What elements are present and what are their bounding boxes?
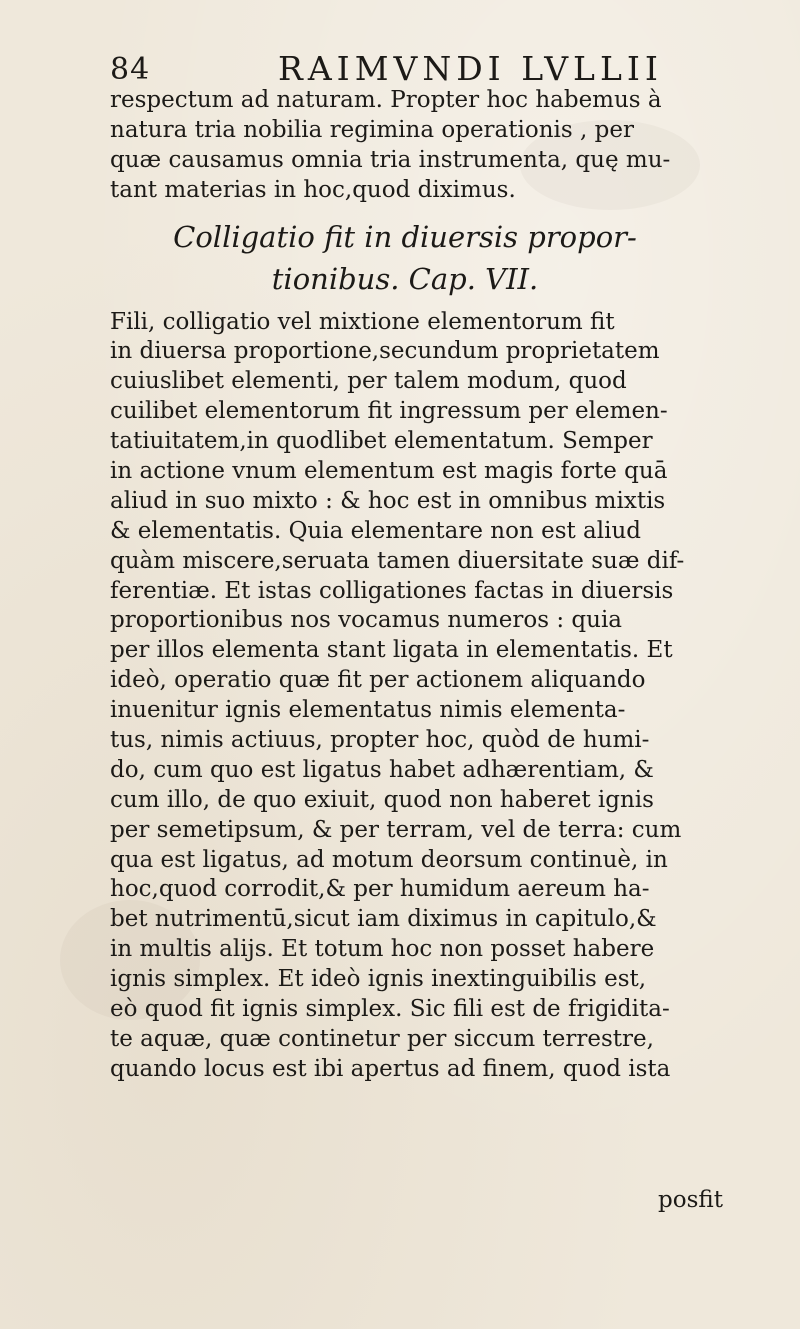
text-line: cuiuslibet elementi, per talem modum, quod — [110, 368, 627, 395]
text-line: quæ causamus omnia tria instrumenta, quę mu- — [110, 146, 671, 173]
running-title: RAIMVNDI LVLLII — [278, 49, 663, 88]
text-line: bet nutrimentū,sicut iam diximus in capitulo,& — [110, 906, 657, 933]
text-line: in actione vnum elementum est magis forte quā — [110, 458, 668, 485]
text-line: aliud in suo mixto : & hoc est in omnibus mixtis — [110, 487, 666, 514]
text-line: tant materias in hoc,quod diximus. — [110, 176, 516, 203]
text-line: tatiuitatem,in quodlibet elementatum. Semper — [110, 428, 653, 455]
text-line: proportionibus nos vocamus numeros : quia — [110, 607, 623, 634]
paragraph-continuation — [110, 86, 700, 206]
text-line: per semetipsum, & per terram, vel de terra: cum — [110, 816, 682, 843]
text-line: tus, nimis actiuus, propter hoc, quòd de humi- — [110, 727, 650, 754]
text-line: qua est ligatus, ad motum deorsum continuè, in — [110, 846, 668, 873]
chapter-paragraph — [110, 308, 700, 1085]
text-line: in multis alijs. Et totum hoc non posset habere — [110, 936, 655, 963]
text-line: inuenitur ignis elementatus nimis elementa- — [110, 697, 626, 724]
text-line: Fili, colligatio vel mixtione elementorum fit — [110, 308, 615, 335]
text-line: cum illo, de quo exiuit, quod non haberet ignis — [110, 786, 654, 813]
text-line: per illos elementa stant ligata in elementatis. Et — [110, 637, 673, 664]
text-line: ideò, operatio quæ fit per actionem aliquando — [110, 667, 646, 694]
text-line: respectum ad naturam. Propter hoc habemus à — [110, 87, 662, 113]
text-line: natura tria nobilia regimina operationis , per — [110, 116, 634, 143]
chapter-heading — [110, 216, 700, 300]
text-line: ferentiæ. Et istas colligationes factas in diuersis — [110, 577, 674, 604]
text-line: cuilibet elementorum fit ingressum per elemen- — [110, 398, 668, 425]
text-line: hoc,quod corrodit,& per humidum aereum ha- — [110, 876, 650, 903]
text-line: te aquæ, quæ continetur per siccum terrestre, — [110, 1025, 654, 1052]
text-line: do, cum quo est ligatus habet adhærentiam, & — [110, 756, 654, 783]
heading-line: tionibus. Cap. VII. — [271, 261, 539, 296]
text-line: quando locus est ibi apertus ad finem, quod ista — [110, 1055, 671, 1082]
page-header — [110, 46, 670, 86]
text-line: in diuersa proportione,secundum proprietatem — [110, 338, 660, 365]
heading-line: Colligatio fit in diuersis propor- — [173, 219, 637, 254]
body-text — [110, 86, 700, 1085]
text-line: eò quod fit ignis simplex. Sic fili est de frigidita- — [110, 996, 670, 1023]
text-line: & elementatis. Quia elementare non est aliud — [110, 517, 642, 544]
catchword: posfit — [658, 1187, 723, 1213]
text-line: quàm miscere,seruata tamen diuersitate suæ dif- — [110, 547, 685, 574]
text-line: ignis simplex. Et ideò ignis inextinguibilis est, — [110, 966, 647, 993]
page-number: 84 — [110, 52, 151, 87]
